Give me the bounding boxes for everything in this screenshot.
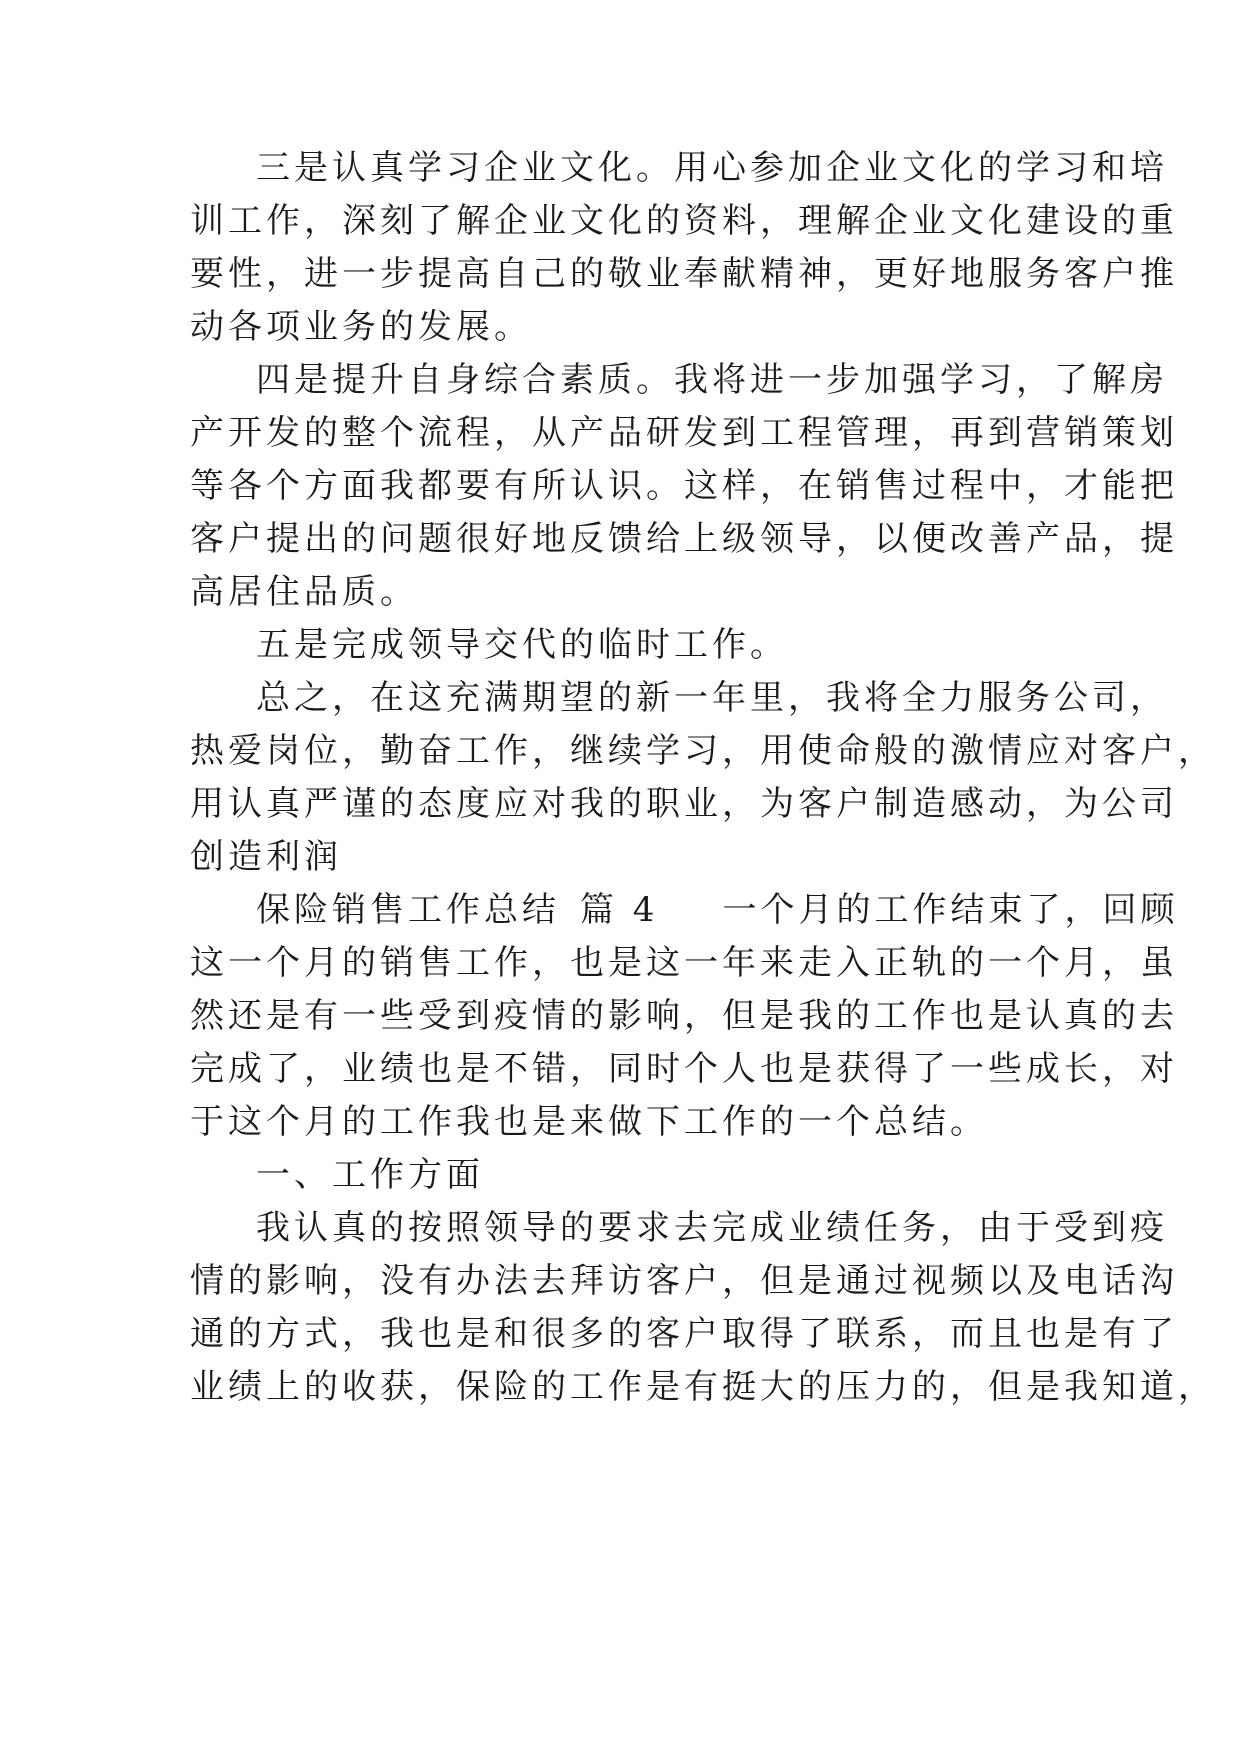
- paragraph-line: 要性，进一步提高自己的敬业奉献精神，更好地服务客户推: [190, 254, 1178, 294]
- paragraph-line: 创造利润: [190, 837, 342, 877]
- paragraph-line: 这一个月的销售工作，也是这一年来走入正轨的一个月，虽: [190, 943, 1178, 983]
- section-heading-part: 篇 4: [580, 890, 659, 930]
- paragraph-line: 动各项业务的发展。: [190, 307, 532, 347]
- paragraph-line: 总之，在这充满期望的新一年里，我将全力服务公司，: [256, 678, 1168, 718]
- paragraph-line: 用认真严谨的态度应对我的职业，为客户制造感动，为公司: [190, 784, 1178, 824]
- paragraph-line: 然还是有一些受到疫情的影响，但是我的工作也是认真的去: [190, 996, 1178, 1036]
- paragraph-line: 通的方式，我也是和很多的客户取得了联系，而且也是有了: [190, 1314, 1178, 1354]
- paragraph-line: 情的影响，没有办法去拜访客户，但是通过视频以及电话沟: [190, 1261, 1178, 1301]
- paragraph-line: 产开发的整个流程，从产品研发到工程管理，再到营销策划: [190, 413, 1178, 453]
- paragraph-line: 三是认真学习企业文化。用心参加企业文化的学习和培: [256, 148, 1168, 188]
- paragraph-line: 于这个月的工作我也是来做下工作的一个总结。: [190, 1102, 988, 1142]
- paragraph-line: 完成了，业绩也是不错，同时个人也是获得了一些成长，对: [190, 1049, 1178, 1089]
- paragraph-line: 高居住品质。: [190, 572, 418, 612]
- subheading-line: 一、工作方面: [256, 1155, 484, 1195]
- paragraph-line: 客户提出的问题很好地反馈给上级领导，以便改善产品，提: [190, 519, 1178, 559]
- section-heading-title: 保险销售工作总结: [256, 890, 560, 930]
- paragraph-line: 五是完成领导交代的临时工作。: [256, 625, 788, 665]
- paragraph-line: 训工作，深刻了解企业文化的资料，理解企业文化建设的重: [190, 201, 1178, 241]
- paragraph-line: 业绩上的收获，保险的工作是有挺大的压力的，但是我知道，: [190, 1367, 1216, 1407]
- section-heading-line: [256, 890, 1179, 930]
- paragraph-line: 我认真的按照领导的要求去完成业绩任务，由于受到疫: [256, 1208, 1168, 1248]
- paragraph-line: 四是提升自身综合素质。我将进一步加强学习，了解房: [256, 360, 1168, 400]
- paragraph-text: 一个月的工作结束了，回顾: [722, 890, 1179, 930]
- paragraph-line: 热爱岗位，勤奋工作，继续学习，用使命般的激情应对客户，: [190, 731, 1216, 771]
- paragraph-line: 等各个方面我都要有所认识。这样，在销售过程中，才能把: [190, 466, 1178, 506]
